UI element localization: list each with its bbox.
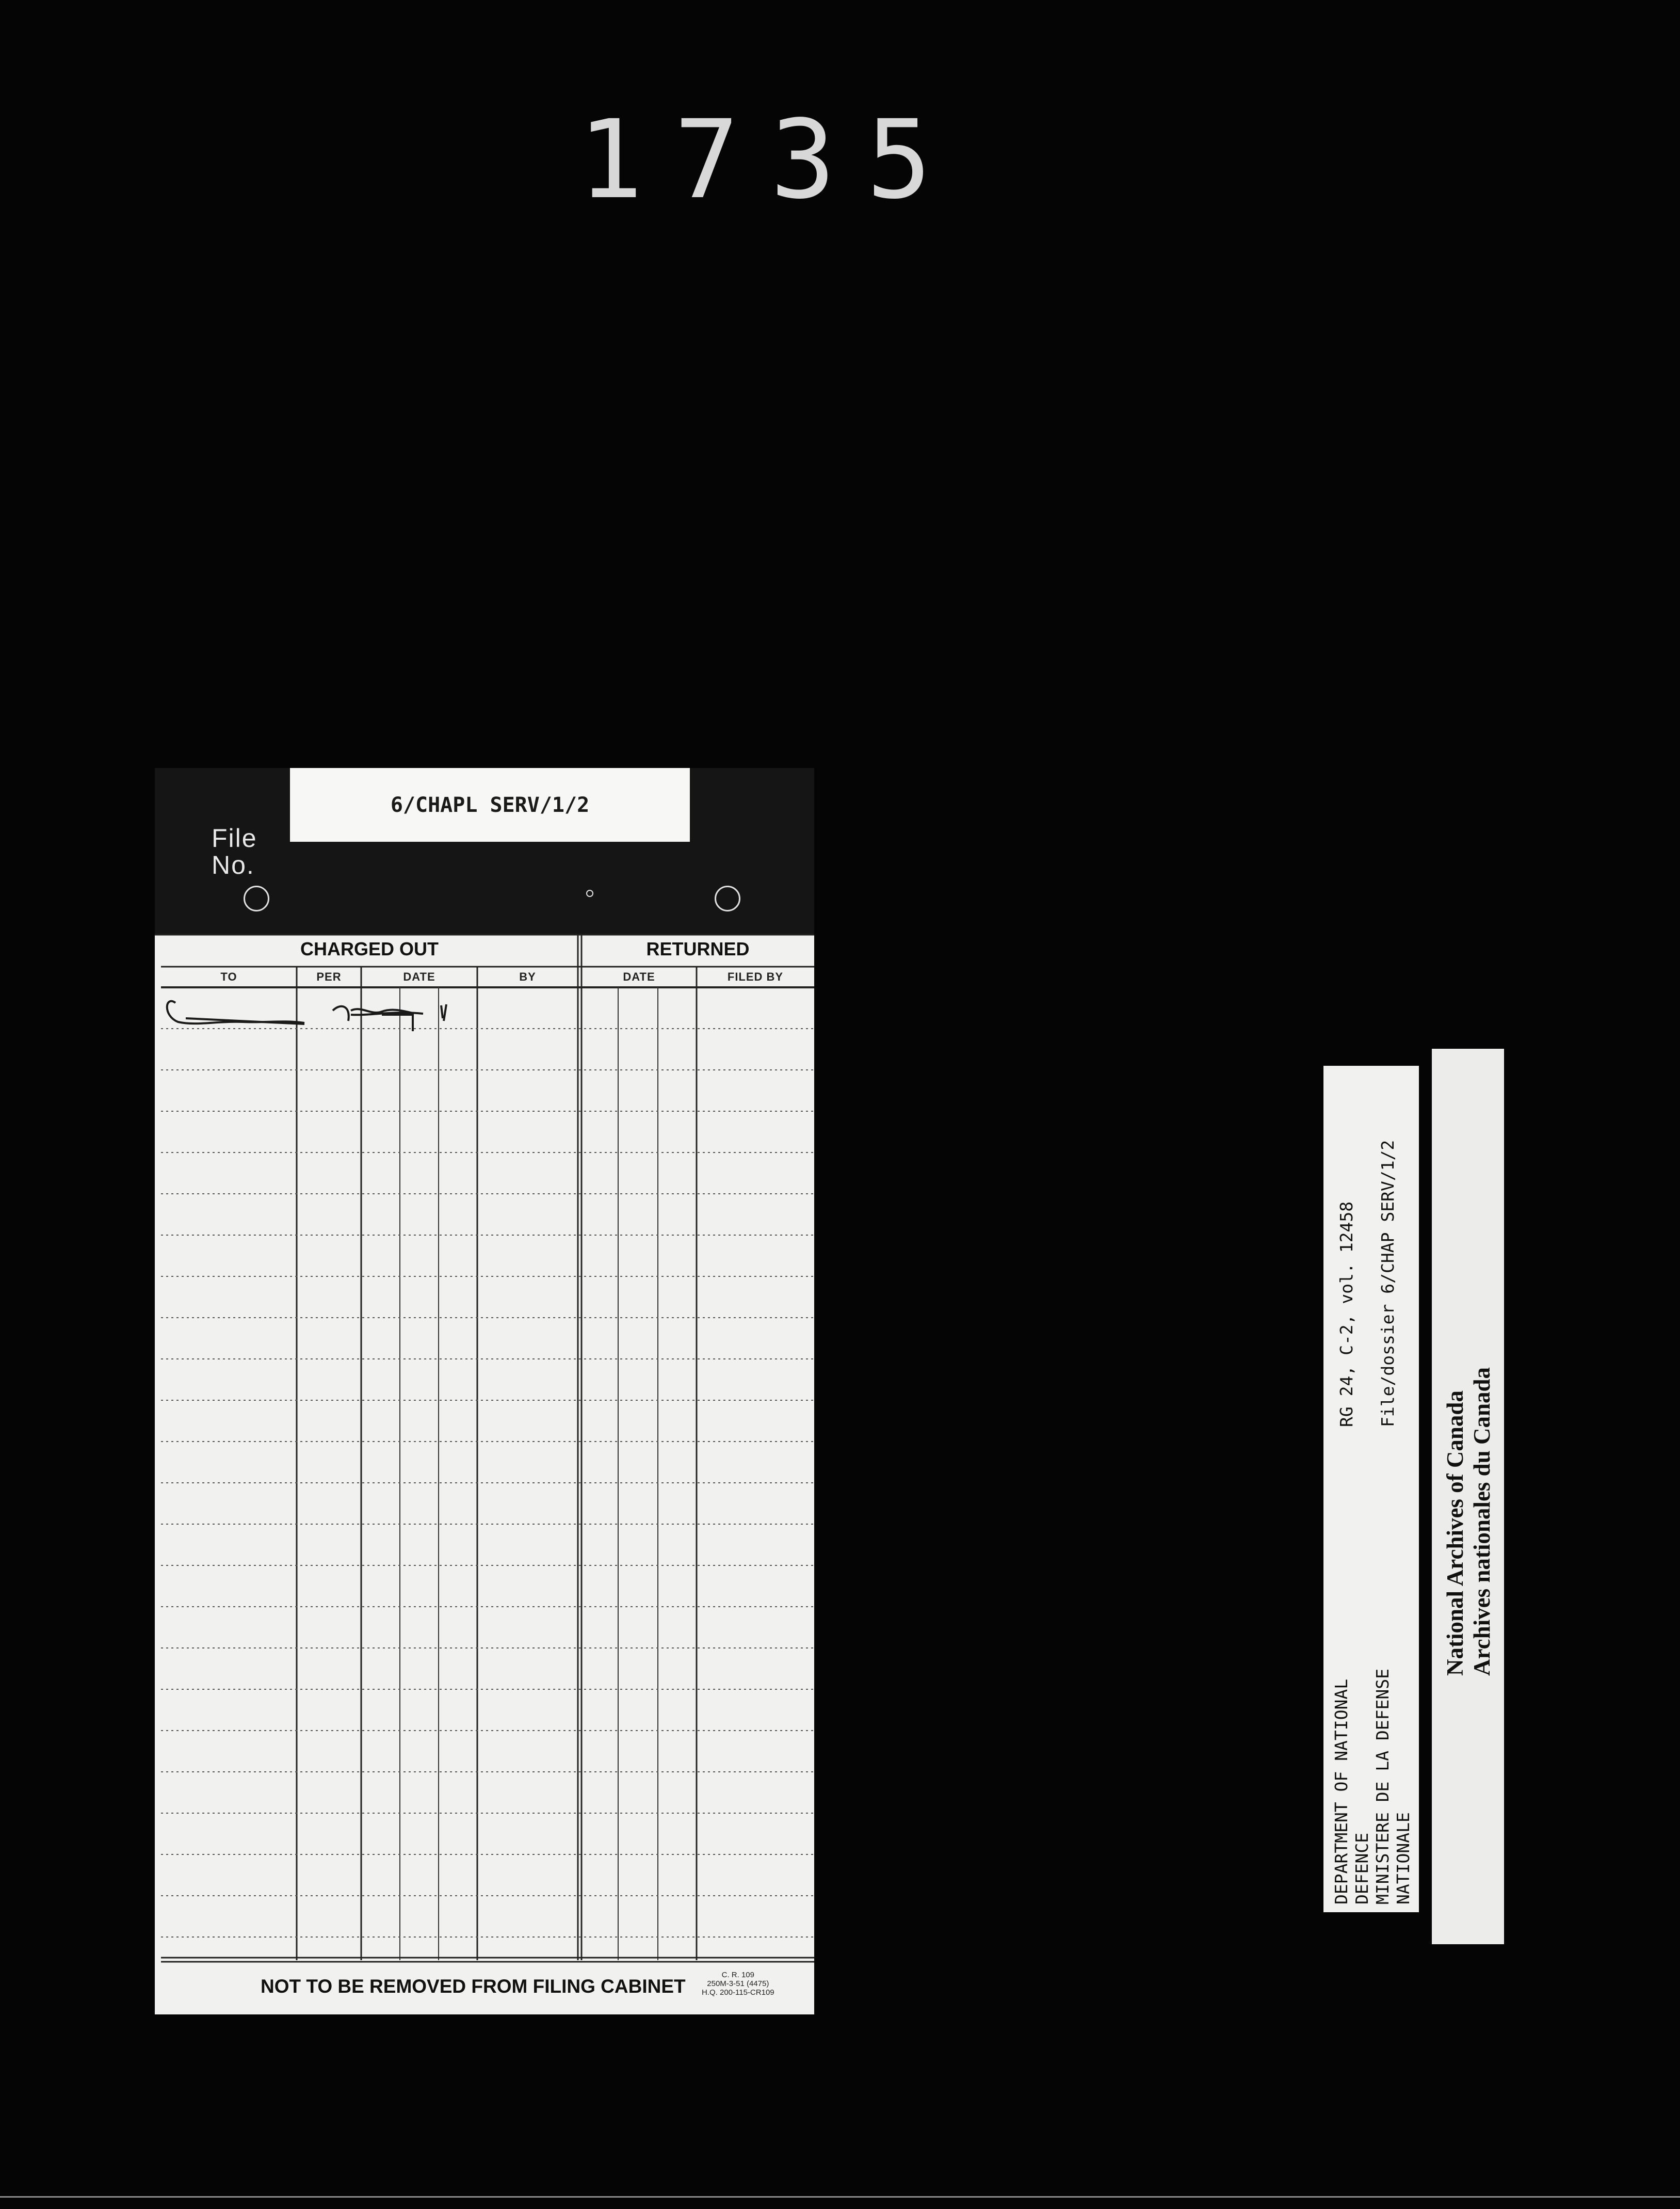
form-code-line1: C. R. 109 xyxy=(721,1971,754,1979)
card-footer xyxy=(155,1960,814,2014)
returned-heading: RETURNED xyxy=(646,938,750,959)
archives-english: National Archives of Canada xyxy=(1442,1390,1468,1676)
handwritten-entry xyxy=(167,1001,446,1031)
form-code-line2: 250M-3-51 (4475) xyxy=(707,1979,769,1988)
column-by: BY xyxy=(519,970,536,983)
frame-number: 1735 xyxy=(578,97,963,223)
file-number: 6/CHAPL SERV/1/2 xyxy=(390,793,590,817)
column-filed-by: FILED BY xyxy=(727,970,784,983)
frame-bottom-rule xyxy=(0,2196,1680,2198)
column-per: PER xyxy=(316,970,342,983)
column-date-out: DATE xyxy=(403,970,435,983)
file-no-label-line1: File xyxy=(212,824,257,853)
file-charge-card xyxy=(155,768,814,2014)
archive-reference-label xyxy=(1323,1066,1419,1912)
ministere-line1: MINISTERE DE LA DEFENSE xyxy=(1372,1669,1393,1904)
national-archives-stamp xyxy=(1432,1049,1504,1944)
department-line2: DEFENCE xyxy=(1352,1832,1372,1904)
record-group-reference: RG 24, C-2, vol. 12458 xyxy=(1336,1201,1356,1427)
file-dossier-reference: File/dossier 6/CHAP SERV/1/2 xyxy=(1378,1140,1398,1427)
form-code xyxy=(702,1971,774,1997)
form-code-line3: H.Q. 200-115-CR109 xyxy=(702,1988,774,1997)
archives-french: Archives nationales du Canada xyxy=(1469,1367,1495,1676)
file-no-label-line2: No. xyxy=(212,851,255,879)
charged-out-heading: CHARGED OUT xyxy=(300,938,439,959)
department-line1: DEPARTMENT OF NATIONAL xyxy=(1331,1678,1351,1904)
footer-warning: NOT TO BE REMOVED FROM FILING CABINET xyxy=(261,1976,686,1997)
column-date-returned: DATE xyxy=(623,970,655,983)
ministere-line2: NATIONALE xyxy=(1393,1812,1413,1904)
column-to: TO xyxy=(220,970,237,983)
